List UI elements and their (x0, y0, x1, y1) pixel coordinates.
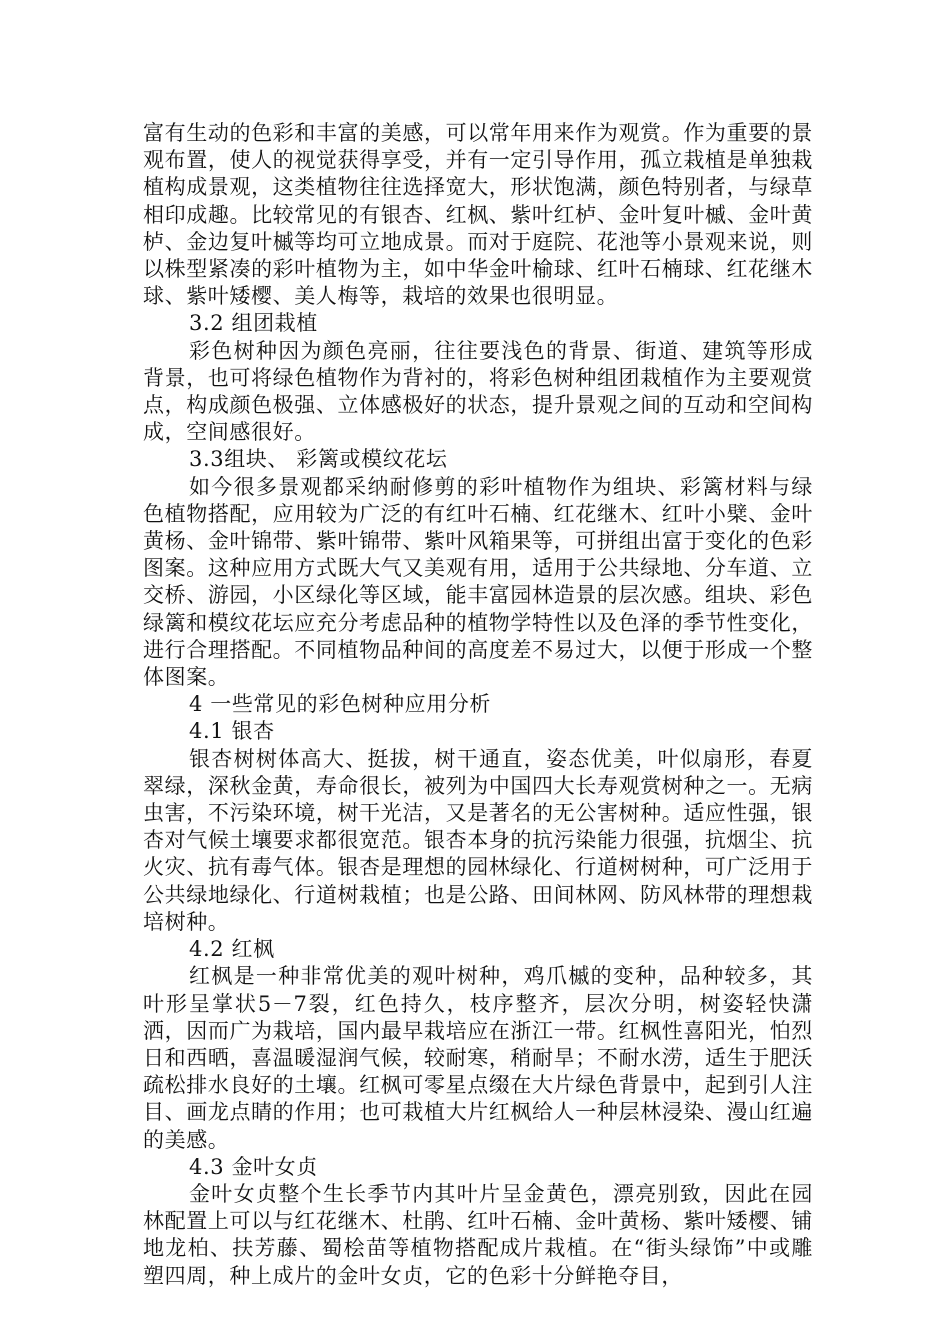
paragraph-intro: 富有生动的色彩和丰富的美感，可以常年用来作为观赏。作为重要的景观布置，使人的视觉获得享受，并有一定引导作用，孤立栽植是单独栽植构成景观，这类植物往往选择宽大，形状饱满，颜色特别者，与绿草相印成趣。比较常见的有银杏、红枫、紫叶红栌、金叶复叶槭、金叶黄栌、金边复叶槭等均可立地成景。而对于庭院、花池等小景观来说，则以株型紧凑的彩叶植物为主，如中华金叶榆球、红叶石楠球、红花继木球、紫叶矮樱、美人梅等，栽培的效果也很明显。 (143, 121, 813, 309)
paragraph-ginkgo: 银杏树树体高大、挺拔，树干通直，姿态优美，叶似扇形，春夏翠绿，深秋金黄，寿命很长，被列为中国四大长寿观赏树种之一。无病虫害，不污染环境，树干光洁，又是著名的无公害树种。适应性强，银杏对气候土壤要求都很宽范。银杏本身的抗污染能力很强，抗烟尘、抗火灾、抗有毒气体。银杏是理想的园林绿化、行道树树种，可广泛用于公共绿地绿化、行道树栽植；也是公路、田间林网、防风林带的理想栽培树种。 (143, 746, 813, 934)
section-heading-4-3: 4.3 金叶女贞 (189, 1154, 318, 1179)
section-heading-4-2: 4.2 红枫 (189, 937, 275, 962)
section-heading-4-1: 4.1 银杏 (189, 719, 275, 744)
paragraph-hedge-parterre: 如今很多景观都采纳耐修剪的彩叶植物作为组块、彩篱材料与绿色植物搭配，应用较为广泛的有红叶石楠、红花继木、红叶小檗、金叶黄杨、金叶锦带、紫叶锦带、紫叶风箱果等，可拼组出富于变化的色彩图案。这种应用方式既大气又美观有用，适用于公共绿地、分车道、立交桥、游园，小区绿化等区域，能丰富园林造景的层次感。组块、彩色绿篱和模纹花坛应充分考虑品种的植物学特性以及色泽的季节性变化，进行合理搭配。不同植物品种间的高度差不易过大，以便于形成一个整体图案。 (143, 474, 813, 690)
section-heading-3-3: 3.3组块、 彩篱或模纹花坛 (189, 447, 448, 472)
paragraph-golden-privet: 金叶女贞整个生长季节内其叶片呈金黄色，漂亮别致，因此在园林配置上可以与红花继木、杜鹃、红叶石楠、金叶黄杨、紫叶矮樱、铺地龙柏、扶芳藤、蜀桧苗等植物搭配成片栽植。在“街头绿饰”中或雕塑四周，种上成片的金叶女贞，它的色彩十分鲜艳夺目， (143, 1181, 813, 1288)
section-heading-4: 4 一些常见的彩色树种应用分析 (189, 692, 492, 717)
section-heading-3-2: 3.2 组团栽植 (189, 311, 318, 336)
paragraph-group-planting: 彩色树种因为颜色亮丽，往往要浅色的背景、街道、建筑等形成背景，也可将绿色植物作为背衬的，将彩色树种组团栽植作为主要观赏点，构成颜色极强、立体感极好的状态，提升景观之间的互动和空间构成，空间感很好。 (143, 338, 813, 445)
document-page (143, 120, 813, 1290)
paragraph-red-maple: 红枫是一种非常优美的观叶树种，鸡爪槭的变种，品种较多，其叶形呈掌状5－7裂，红色持久，枝序整齐，层次分明，树姿轻快潇洒，因而广为栽培，国内最早栽培应在浙江一带。红枫性喜阳光，怕烈日和西晒，喜温暖湿润气候，较耐寒，稍耐旱；不耐水涝，适生于肥沃疏松排水良好的土壤。红枫可零星点缀在大片绿色背景中，起到引人注目、画龙点睛的作用；也可栽植大片红枫给人一种层林浸染、漫山红遍的美感。 (143, 964, 813, 1152)
